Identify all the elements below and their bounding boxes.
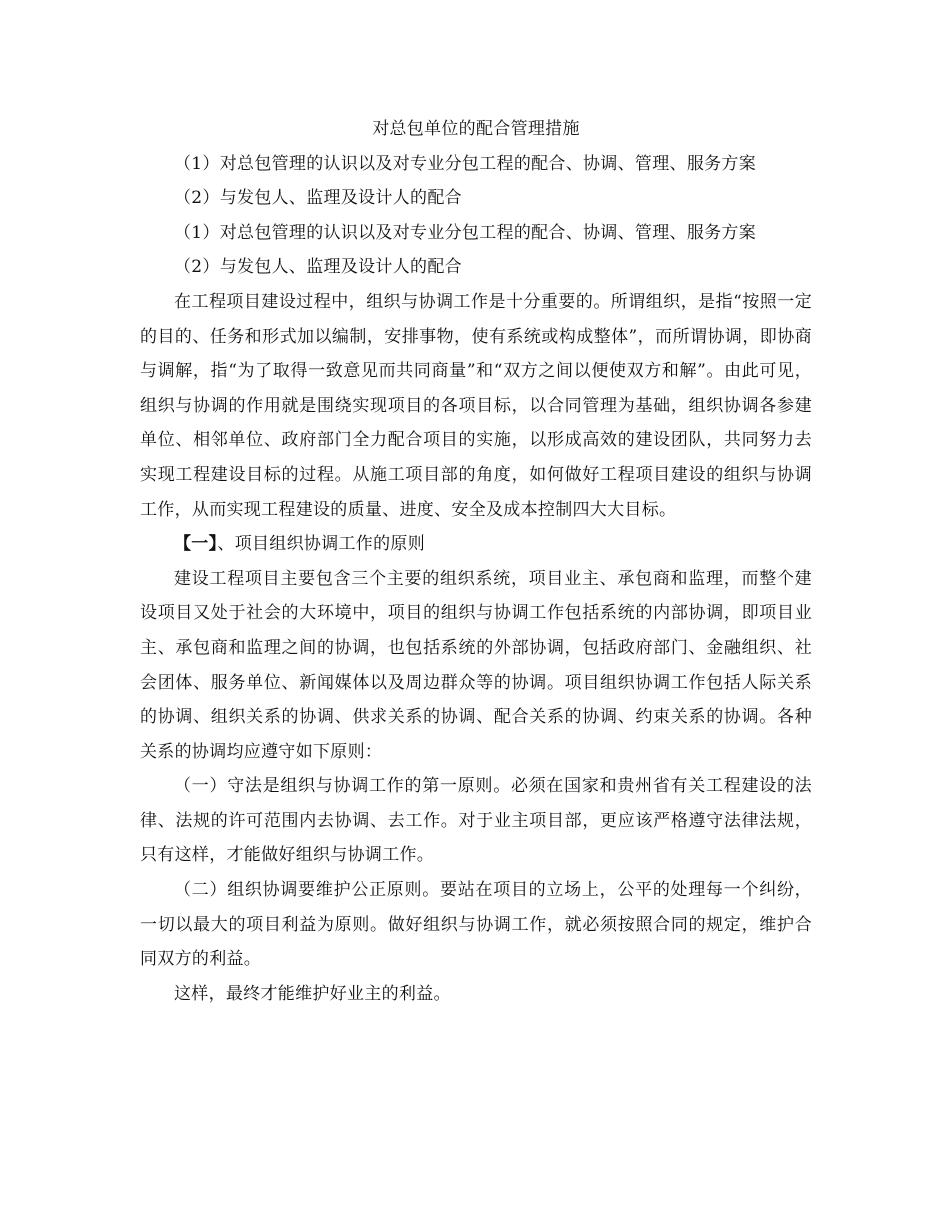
section-one-title: 、项目组织协调工作的原则: [217, 534, 426, 555]
section-one-heading: [140, 527, 812, 562]
closing-paragraph: 这样，最终才能维护好业主的利益。: [174, 983, 451, 1004]
toc-item-3: （1）对总包管理的认识以及对专业分包工程的配合、协调、管理、服务方案: [174, 222, 757, 243]
section-one-marker: 【一】: [174, 534, 218, 555]
intro-paragraph: 在工程项目建设过程中，组织与协调工作是十分重要的。所谓组织，是指“按照一定的目的、任务和形式加以编制，安排事物，使有系统或构成整体”，而所谓协调，即协商与调解，指“为了取得一致意见而共同商量”和“双方之间以便使双方和解”。由此可见，组织与协调的作用就是围绕实现项目的各项目标，以合同管理为基础，组织协调各参建单位、相邻单位、政府部门全力配合项目的实施，以形成高效的建设团队，共同努力去实现工程建设目标的过程。从施工项目部的角度，如何做好工程项目建设的组织与协调工作，从而实现工程建设的质量、进度、安全及成本控制四大大目标。: [140, 291, 812, 520]
toc-item-2: （2）与发包人、监理及设计人的配合: [174, 188, 462, 209]
principle-one-paragraph: （一）守法是组织与协调工作的第一原则。必须在国家和贵州省有关工程建设的法律、法规的许可范围内去协调、去工作。对于业主项目部，更应该严格遵守法律法规，只有这样，才能做好组织与协调工作。: [140, 776, 812, 866]
toc-item-4: （2）与发包人、监理及设计人的配合: [174, 257, 462, 278]
section-one-paragraph: 建设工程项目主要包含三个主要的组织系统，项目业主、承包商和监理，而整个建设项目又处于社会的大环境中，项目的组织与协调工作包括系统的内部协调，即项目业主、承包商和监理之间的协调，也包括系统的外部协调，包括政府部门、金融组织、社会团体、服务单位、新闻媒体以及周边群众等的协调。项目组织协调工作包括人际关系的协调、组织关系的协调、供求关系的协调、配合关系的协调、约束关系的协调。各种关系的协调均应遵守如下原则：: [140, 568, 812, 762]
document-title: 对总包单位的配合管理措施: [372, 119, 580, 139]
document-page: [140, 112, 812, 1011]
principle-two-paragraph: （二）组织协调要维护公正原则。要站在项目的立场上，公平的处理每一个纠纷，一切以最大的项目利益为原则。做好组织与协调工作，就必须按照合同的规定，维护合同双方的利益。: [140, 880, 812, 970]
toc-item-1: （1）对总包管理的认识以及对专业分包工程的配合、协调、管理、服务方案: [174, 153, 757, 174]
